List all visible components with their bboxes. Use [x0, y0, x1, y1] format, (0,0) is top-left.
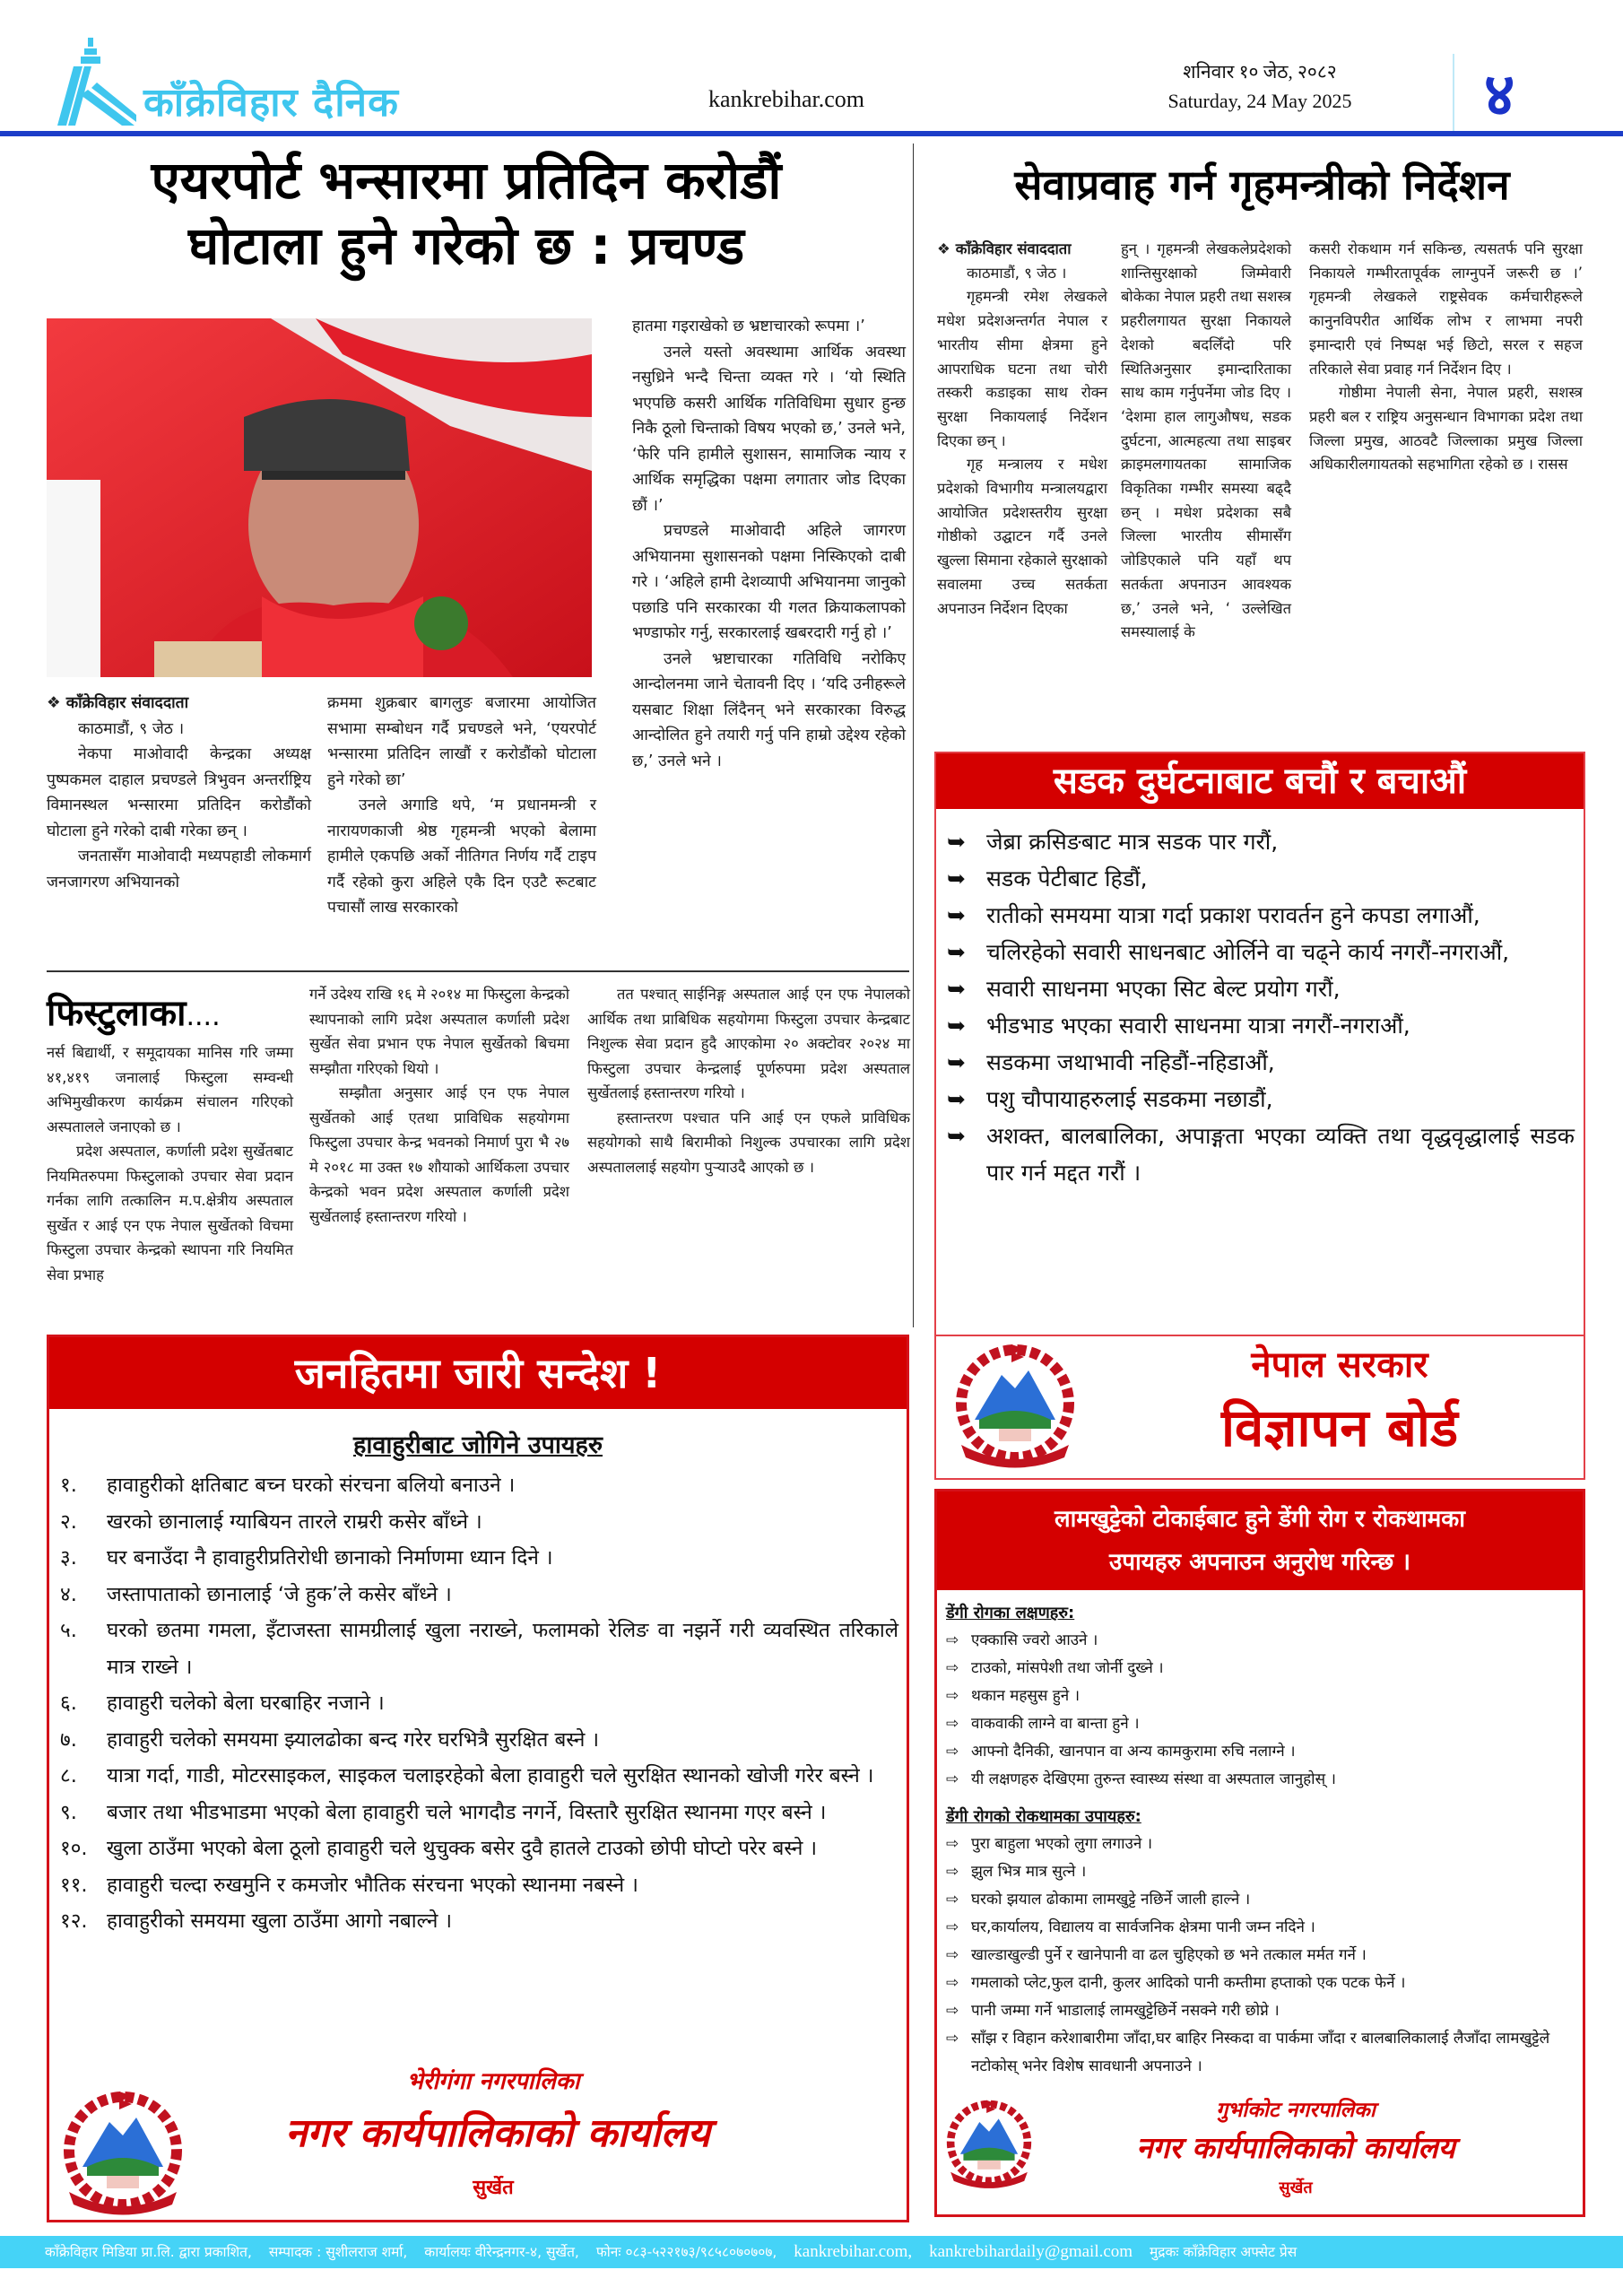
- item-text: हावाहुरी चल्दा रुखमुनि र कमजोर भौतिक संरचना भएको स्थानमा नबस्ने ।: [107, 1873, 638, 1897]
- paragraph: उनले अगाडि थपे, ‘म प्रधानमन्त्री र नारायणकाजी श्रेष्ठ गृहमन्त्री भएको बेलामा हामीले एकपछि अर्को नीतिगत निर्णय गर्दै टाइप गर्दै रहेको कुरा अहिले एकै दिन एउटै रूटबाट पचासौं लाख सरकारको: [327, 796, 596, 917]
- date-english: Saturday, 24 May 2025: [1167, 90, 1352, 112]
- paragraph: हस्तान्तरण पश्चात पनि आई एन एफले प्राविधिक सहयोगको साथै बिरामीको निशुल्क उपचारका लागि प्रदेश अस्पताललाई सहयोग पुर्‍याउदै आएको छ ।: [587, 1109, 910, 1176]
- item-text: सडकमा जथाभावी नहिडौं-नहिडाऔं,: [986, 1049, 1275, 1075]
- road-safety-item: [947, 1081, 1575, 1118]
- prevention-item: [946, 2025, 1574, 2081]
- symptoms-item: [946, 1683, 1574, 1710]
- main-headline-line1: एयरपोर्ट भन्सारमा प्रतिदिन करोडौं: [151, 150, 782, 211]
- hollow-arrow-icon: ⇨: [946, 1659, 959, 1677]
- right-story-headline[interactable]: सेवाप्रवाह गर्न गृहमन्त्रीको निर्देशन: [1014, 161, 1510, 209]
- right-arrow-icon: ➥: [947, 939, 966, 965]
- fistula-story-title[interactable]: फिस्टुलाका....: [47, 993, 221, 1034]
- nepal-emblem-icon: [952, 1338, 1078, 1474]
- symptoms-item: [946, 1655, 1574, 1683]
- site-url[interactable]: kankrebihar.com: [708, 86, 864, 112]
- item-number: ४.: [60, 1582, 77, 1606]
- dateline: काठमाडौं, ९ जेठ ।: [78, 719, 185, 738]
- windstorm-tip-item: [60, 1831, 898, 1867]
- municipal-office-name: नगर कार्यपालिकाको कार्यालय: [285, 2110, 710, 2156]
- right-arrow-icon: ➥: [947, 865, 966, 891]
- right-arrow-icon: ➥: [947, 976, 966, 1002]
- item-text: घरको झयाल ढोकामा लामखुट्टे नछिर्ने जाली हाल्ने ।: [971, 1891, 1251, 1909]
- footer-email[interactable]: kankrebihardaily@gmail.com: [929, 2242, 1133, 2261]
- symptoms-item: [946, 1710, 1574, 1738]
- item-text: वाकवाकी लाग्ने वा बान्ता हुने ।: [971, 1715, 1140, 1733]
- road-safety-item: [947, 970, 1575, 1007]
- paragraph: गृह मन्त्रालय र मधेश प्रदेशको विभागीय मन्त्रालयद्वारा आयोजित प्रदेशस्तरीय सुरक्षा गोष्ठीको उद्घाटन गर्दै उनले खुल्ला सिमाना रहेकाले सुरक्षाको सवालमा उच्च सतर्कता अपनाउन निर्देशन दिएका: [937, 456, 1107, 617]
- item-number: ११.: [60, 1873, 88, 1897]
- road-safety-item: [947, 934, 1575, 970]
- item-number: २.: [60, 1509, 77, 1534]
- hollow-arrow-icon: ⇨: [946, 1770, 959, 1788]
- windstorm-tip-item: [60, 1903, 898, 1940]
- date-nepali: शनिवार १० जेठ, २०८२: [1183, 61, 1337, 83]
- government-name: नेपाल सरकार: [1251, 1344, 1428, 1386]
- item-number: ५.: [60, 1619, 77, 1642]
- main-story-column-1: [47, 691, 311, 895]
- item-text: यात्रा गर्दा, गाडी, मोटरसाइकल, साइकल चलाइरहेको बेला हावाहुरी चले सुरक्षित स्थानको खोजी गरेर बस्ने ।: [107, 1764, 874, 1787]
- dengue-heading: लामखुट्टेको टोकाईबाट हुने डेंगी रोग र रोकथामका उपायहरु अपनाउन अनुरोध गरिन्छ ।: [937, 1492, 1583, 1590]
- ad-board-title: विज्ञापन बोर्ड: [1221, 1397, 1458, 1458]
- road-safety-item: [947, 897, 1575, 934]
- footer-imprint: [0, 2236, 1623, 2268]
- prevention-item: [946, 1886, 1574, 1914]
- diamond-bullet-icon: ❖: [47, 694, 61, 712]
- main-story-column-2: [327, 691, 596, 921]
- prevention-list: [946, 1831, 1574, 2081]
- item-text: हावाहुरी चलेको बेला घरबाहिर नजाने ।: [107, 1692, 385, 1715]
- paragraph: तत पश्चात् साईनिङ्ग अस्पताल आई एन एफ नेपालको आर्थिक तथा प्राबिधिक सहयोगमा फिस्टुला उपचार केन्द्रबाट निशुल्क सेवा प्रदान हुदै आएकोमा २० अक्टोवर २०२४ मा फिस्टुला उपचार केन्द्रलाई पूर्णरुपमा प्रदेश अस्पताल सुर्खेतलाई हस्तान्तरण गरियो ।: [587, 986, 910, 1101]
- hollow-arrow-icon: ⇨: [946, 1687, 959, 1705]
- item-text: हावाहुरी चलेको समयमा झ्यालढोका बन्द गरेर घरभित्रै सुरक्षित बस्ने ।: [107, 1727, 600, 1752]
- masthead: [0, 0, 1623, 135]
- windstorm-tip-item: [60, 1867, 898, 1904]
- windstorm-tip-item: [60, 1795, 898, 1831]
- page-number: ४: [1484, 59, 1515, 129]
- public-notice-subheading: हावाहुरीबाट जोगिने उपायहरु: [353, 1431, 603, 1459]
- windstorm-tip-item: [60, 1504, 898, 1541]
- right-story-column-3: [1309, 238, 1583, 477]
- windstorm-tip-item: [60, 1685, 898, 1722]
- paragraph: प्रचण्डले माओवादी अहिले जागरण अभियानमा सुशासनको पक्षमा निस्किएको दाबी गरे । ‘अहिले हामी देशव्यापी अभियानमा जानुको पछाडि पनि सरकारका यी गलत क्रियाकलापको भण्डाफोर गर्नु, सरकारलाई खबरदारी गर्नु हो ।’: [632, 522, 906, 642]
- dateline: काठमाडौं, ९ जेठ ।: [967, 264, 1067, 282]
- paragraph: उनले भ्रष्टाचारका गतिविधि नरोकिए आन्दोलनमा जाने चेतावनी दिए । ‘यदि उनीहरूले यसबाट शिक्षा लिंदैनन् भने सरकारका विरुद्ध आन्दोलित हुने तयारी गर्नु पनि हाम्रो उद्देश्य रहेको छ,’ उनले भने ।: [632, 649, 906, 770]
- right-arrow-icon: ➥: [947, 829, 966, 855]
- diamond-bullet-icon: ❖: [937, 240, 950, 257]
- prevention-title: डेंगी रोगको रोकथामका उपायहरु:: [946, 1807, 1141, 1826]
- item-text: जेब्रा क्रसिङबाट मात्र सडक पार गरौं,: [986, 829, 1279, 855]
- footer-printer: मुद्रकः काँक्रेविहार अफ्सेट प्रेस: [1150, 2244, 1298, 2260]
- paragraph: क्रममा शुक्रबार बागलुङ बजारमा आयोजित सभामा सम्बोधन गर्दै प्रचण्डले भने, ‘एयरपोर्ट भन्सारमा प्रतिदिन लाखौं र करोडौंको घोटाला हुने गरेको छा’: [327, 694, 596, 789]
- item-text: पुरा बाहुला भएको लुगा लगाउने ।: [971, 1835, 1153, 1853]
- right-arrow-icon: ➥: [947, 1049, 966, 1075]
- item-text: गमलाको प्लेट,फुल दानी, कुलर आदिको पानी कम्तीमा हप्ताको एक पटक फेर्ने ।: [971, 1974, 1406, 1992]
- windstorm-tip-item: [60, 1577, 898, 1613]
- fistula-column-1: [47, 1040, 293, 1287]
- byline: ❖ काँक्रेविहार संवाददाता: [937, 240, 1072, 257]
- paragraph: नेकपा माओवादी केन्द्रका अध्यक्ष पुष्पकमल दाहाल प्रचण्डले त्रिभुवन अन्तर्राष्ट्रिय विमानस्थल भन्सारमा प्रतिदिन करोडौंको घोटाला हुने गरेको दाबी गरेका छन् ।: [47, 745, 311, 840]
- road-safety-heading: सडक दुर्घटनाबाट बचौं र बचाऔं: [936, 753, 1584, 809]
- page-number-frame: [1453, 54, 1585, 136]
- item-number: ७.: [60, 1727, 77, 1752]
- item-number: ३.: [60, 1546, 77, 1570]
- hollow-arrow-icon: ⇨: [946, 1918, 959, 1936]
- road-safety-item: [947, 823, 1575, 860]
- item-text: बजार तथा भीडभाडमा भएको बेला हावाहुरी चले भागदौड नगर्ने, विस्तारै सुरक्षित स्थानमा गएर बस्ने ।: [107, 1800, 827, 1824]
- title-ellipsis: ....: [186, 1001, 221, 1032]
- windstorm-tip-item: [60, 1758, 898, 1795]
- item-number: ६.: [60, 1692, 77, 1715]
- item-text: सडक पेटीबाट हिडौं,: [986, 865, 1148, 891]
- footer-editor: सम्पादक : सुशीलराज शर्मा,: [268, 2244, 408, 2260]
- paragraph: गृहमन्त्री रमेश लेखकले मधेश प्रदेशअन्तर्गत नेपाल र भारतीय सीमा क्षेत्रमा हुने आपराधिक घटना तथा चोरी तस्करी कडाइका साथ रोक्न सुरक्षा निकायलाई निर्देशन दिएका छन् ।: [937, 288, 1107, 449]
- office-location: सुर्खेत: [1279, 2179, 1313, 2197]
- hollow-arrow-icon: ⇨: [946, 1946, 959, 1964]
- item-number: १२.: [60, 1909, 88, 1933]
- prevention-item: [946, 1914, 1574, 1942]
- paragraph: कसरी रोकथाम गर्न सकिन्छ, त्यसतर्फ पनि सुरक्षा निकायले गम्भीरतापूर्वक लाग्नुपर्ने जरूरी छ ।’ गृहमन्त्री लेखकले राष्ट्रसेवक कर्मचारीहरूले कानुनविपरीत आर्थिक लोभ र लाभमा नपरी इमान्दारी एवं निष्पक्ष भई छिटो, सरल र सहज तरिकाले सेवा प्रवाह गर्न निर्देशन दिए ।: [1309, 240, 1583, 378]
- section-divider: [47, 970, 909, 972]
- windstorm-tip-item: [60, 1613, 898, 1685]
- main-story-column-3: [632, 314, 906, 774]
- hollow-arrow-icon: ⇨: [946, 1743, 959, 1761]
- symptoms-item: [946, 1627, 1574, 1655]
- main-headline-line2: घोटाला हुने गरेको छ : प्रचण्ड: [187, 214, 745, 276]
- main-headline[interactable]: [45, 148, 888, 278]
- item-text: घरको छतमा गमला, इँटाजस्ता सामग्रीलाई खुला नराख्ने, फलामको रेलिङ वा नझर्ने गरी व्यवस्थित तरिकाले मात्र राख्ने ।: [107, 1619, 898, 1679]
- item-text: खरको छानालाई ग्याबियन तारले राम्ररी कसेर बाँध्ने ।: [107, 1509, 482, 1534]
- item-number: १०.: [60, 1837, 88, 1860]
- newspaper-logo-text: काँक्रेविहार दैनिक: [143, 80, 399, 126]
- municipality-name: भेरीगंगा नगरपालिका: [406, 2068, 580, 2095]
- right-arrow-icon: ➥: [947, 1013, 966, 1039]
- road-safety-item: [947, 1118, 1575, 1191]
- hollow-arrow-icon: ⇨: [946, 2030, 959, 2048]
- paragraph: हातमा गइराखेको छ भ्रष्टाचारको रूपमा ।’: [632, 317, 865, 335]
- windstorm-tips-list: [60, 1467, 898, 1940]
- item-text: पानी जम्मा गर्ने भाडालाई लामखुट्टेछिर्ने नसक्ने गरी छोप्ने ।: [971, 2002, 1280, 2020]
- dengue-body: [946, 1599, 1574, 2081]
- item-text: झुल भित्र मात्र सुत्ने ।: [971, 1863, 1087, 1881]
- item-text: अशक्त, बालबालिका, अपाङ्गता भएका व्यक्ति तथा वृद्धवृद्धालाई सडक पार गर्न मद्दत गरौं ।: [986, 1123, 1575, 1186]
- byline: ❖ काँक्रेविहार संवाददाता: [47, 694, 189, 712]
- item-text: यी लक्षणहरु देखिएमा तुरुन्त स्वास्थ्य संस्था वा अस्पताल जानुहोस् ।: [971, 1770, 1336, 1788]
- item-text: भीडभाड भएका सवारी साधनमा यात्रा नगरौं-नगराऔं,: [986, 1013, 1410, 1039]
- windstorm-tip-item: [60, 1722, 898, 1759]
- hollow-arrow-icon: ⇨: [946, 1974, 959, 1992]
- footer-publisher: काँक्रेविहार मिडिया प्रा.लि. द्वारा प्रकाशित,: [45, 2244, 252, 2260]
- item-text: पशु चौपायाहरुलाई सडकमा नछाडौं,: [986, 1086, 1273, 1112]
- paragraph: गर्ने उदेश्य राखि १६ मे २०१४ मा फिस्टुला केन्द्रको स्थापनाको लागि प्रदेश अस्पताल कर्णाली प्रदेश सुर्खेत सेवा प्रभान एफ नेपाल सुर्खेतको बिचमा सम्झौता गरिएको थियो ।: [309, 986, 569, 1077]
- paragraph: हुन् । गृहमन्त्री लेखकलेप्रदेशको शान्तिसुरक्षाको जिम्मेवारी बोकेका नेपाल प्रहरी तथा सशस्त्र प्रहरीलगायत सुरक्षा निकायले देशको बदलिँदो परि स्थितिअनुसार इमान्दारिताका साथ काम गर्नुपर्नेमा जोड दिए । ‘देशमा हाल लागुऔषध, सडक दुर्घटना, आत्महत्या तथा साइबर क्राइमलगायतका सामाजिक विकृतिका गम्भीर समस्या बढ्दै छन् । मधेश प्रदेशका सबै जिल्ला भारतीय सीमासँग जोडिएकाले पनि यहाँ थप सतर्कता अपनाउन आवश्यक छ,’ उनले भने, ‘ उल्लेखित समस्यालाई के: [1121, 240, 1291, 641]
- municipality-name: गुर्भाकोट नगरपालिका: [1216, 2099, 1376, 2122]
- municipal-office-name: नगर कार्यपालिकाको कार्यालय: [1136, 2130, 1455, 2165]
- hollow-arrow-icon: ⇨: [946, 2002, 959, 2020]
- footer-phone: फोनः ०८३-५२२१७३/९८५८०७०७०७,: [595, 2244, 777, 2260]
- story-photo: [47, 318, 592, 677]
- item-text: घर,कार्यालय, विद्यालय वा सार्वजनिक क्षेत्रमा पानी जम्न नदिने ।: [971, 1918, 1315, 1936]
- symptoms-list: [946, 1627, 1574, 1794]
- prevention-item: [946, 1831, 1574, 1858]
- item-text: खुला ठाउँमा भएको बेला ठूलो हावाहुरी चले थुचुक्क बसेर दुवै हातले टाउको छोपी घोप्टो परेर बस्ने ।: [107, 1837, 818, 1860]
- right-arrow-icon: ➥: [947, 902, 966, 928]
- hollow-arrow-icon: ⇨: [946, 1835, 959, 1853]
- item-text: टाउको, मांसपेशी तथा जोर्नी दुख्ने ।: [971, 1659, 1164, 1677]
- road-safety-ad: [934, 752, 1585, 1336]
- hollow-arrow-icon: ⇨: [946, 1891, 959, 1909]
- logo-stupa-icon: [56, 36, 136, 127]
- public-notice-heading: जनहितमा जारी सन्देश !: [49, 1337, 907, 1409]
- footer-website[interactable]: kankrebihar.com,: [794, 2242, 913, 2261]
- symptoms-title: डेंगी रोगका लक्षणहरु:: [946, 1604, 1075, 1622]
- hollow-arrow-icon: ⇨: [946, 1715, 959, 1733]
- prevention-item: [946, 1858, 1574, 1886]
- item-text: जस्तापाताको छानालाई ‘जे हुक’ले कसेर बाँध्ने ।: [107, 1582, 452, 1606]
- hollow-arrow-icon: ⇨: [946, 1863, 959, 1881]
- item-text: हावाहुरीको समयमा खुला ठाउँमा आगो नबाल्ने ।: [107, 1909, 453, 1933]
- right-story-column-2: [1121, 238, 1291, 645]
- symptoms-item: [946, 1738, 1574, 1766]
- fistula-column-2: [309, 982, 569, 1229]
- item-text: घर बनाउँदा नै हावाहुरीप्रतिरोधी छानाको निर्माणमा ध्यान दिने ।: [107, 1546, 553, 1570]
- paragraph: नर्स बिद्यार्थी, र समूदायका मानिस गरि जम्मा ४१,४१९ जनालाई फिस्टुला सम्वन्धी अभिमुखीकरण कार्यक्रम संचालन गरिएको अस्पतालले जनाएको छ ।: [47, 1044, 293, 1135]
- item-text: खाल्डाखुल्डी पुर्ने र खानेपानी वा ढल चुहिएको छ भने तत्काल मर्मत गर्ने ।: [971, 1946, 1367, 1964]
- item-text: साँझ र विहान करेशाबारीमा जाँदा,घर बाहिर निस्कदा वा पार्कमा जाँदा र बालबालिकालाई लैजाँदा लामखुट्टेले नटोकोस् भनेर विशेष सावधानी अपनाउने ।: [971, 2030, 1550, 2075]
- right-arrow-icon: ➥: [947, 1086, 966, 1112]
- right-arrow-icon: ➥: [947, 1123, 966, 1149]
- road-safety-list: [947, 823, 1575, 1191]
- office-location: सुर्खेत: [473, 2177, 514, 2199]
- road-safety-item: [947, 1007, 1575, 1044]
- paragraph: उनले यस्तो अवस्थामा आर्थिक अवस्था नसुध्रिने भन्दै चिन्ता व्यक्त गरे । ‘यो स्थिति भएपछि कसरी आर्थिक गतिविधिमा सुधार हुन्छ निकै ठूलो चिन्ताको विषय भएको छ,’ उनले भने, ‘फेरि पनि हामीले सुशासन, सामाजिक न्याय र आर्थिक समृद्धिका पक्षमा लगातार जोड दिएका छौं ।’: [632, 343, 906, 515]
- symptoms-item: [946, 1766, 1574, 1794]
- right-story-column-1: [937, 238, 1107, 621]
- item-number: ८.: [60, 1764, 77, 1787]
- item-text: एक्कासि ज्वरो आउने ।: [971, 1631, 1098, 1649]
- prevention-item: [946, 1997, 1574, 2025]
- windstorm-tip-item: [60, 1467, 898, 1504]
- paragraph: प्रदेश अस्पताल, कर्णाली प्रदेश सुर्खेतबाट नियमितरुपमा फिस्टुलाको उपचार सेवा प्रदान गर्नका लागि तत्कालिन म.प.क्षेत्रीय अस्पताल सुर्खेत र आई एन एफ नेपाल सुर्खेतको विचमा फिस्टुला उपचार केन्द्रको स्थापना गरि नियमित सेवा प्रभाह: [47, 1143, 293, 1283]
- paragraph: सम्झौता अनुसार आई एन एफ नेपाल सुर्खेतको आई एतथा प्राविधिक सहयोगमा फिस्टुला उपचार केन्द्र भवनको निमार्ण पुरा भै २७ मे २०१८ मा उक्त १७ शौयाको आर्थिकला उपचार केन्द्रको भवन प्रदेश अस्पताल कर्णाली प्रदेश सुर्खेतलाई हस्तान्तरण गरियो ।: [309, 1084, 569, 1225]
- photo-speaker-image: [47, 318, 592, 677]
- column-divider: [913, 144, 914, 1327]
- road-safety-item: [947, 860, 1575, 897]
- item-number: १.: [60, 1474, 77, 1497]
- item-text: सवारी साधनमा भएका सिट बेल्ट प्रयोग गरौं,: [986, 976, 1341, 1002]
- fistula-column-3: [587, 982, 910, 1179]
- dengue-awareness-ad: [934, 1489, 1585, 2217]
- footer-office: कार्यालयः वीरेन्द्रनगर-४, सुर्खेत,: [424, 2244, 579, 2260]
- public-notice-ad: [47, 1335, 909, 2222]
- ad-board-banner: [934, 1335, 1585, 1480]
- prevention-item: [946, 1942, 1574, 1970]
- masthead-rule: [0, 131, 1623, 136]
- hollow-arrow-icon: ⇨: [946, 1631, 959, 1649]
- paragraph: गोष्ठीमा नेपाली सेना, नेपाल प्रहरी, सशस्त्र प्रहरी बल र राष्ट्रिय अनुसन्धान विभागका प्रदेश तथा जिल्ला प्रमुख, आठवटै जिल्लाका प्रमुख जिल्ला अधिकारीलगायतको सहभागिता रहेको छ । रासस: [1309, 384, 1583, 474]
- item-text: चलिरहेको सवारी साधनबाट ओर्लिने वा चढ्ने कार्य नगरौं-नगराऔं,: [986, 939, 1510, 965]
- item-text: आफ्नो दैनिकी, खानपान वा अन्य कामकुरामा रुचि नलाग्ने ।: [971, 1743, 1296, 1761]
- item-number: ९.: [60, 1800, 77, 1824]
- prevention-item: [946, 1970, 1574, 1997]
- paragraph: जनतासँग माओवादी मध्यपहाडी लोकमार्ग जनजागरण अभियानको: [47, 848, 311, 891]
- nepal-emblem-icon: [944, 2094, 1034, 2195]
- item-text: रातीको समयमा यात्रा गर्दा प्रकाश परावर्तन हुने कपडा लगाऔं,: [986, 902, 1480, 928]
- road-safety-item: [947, 1044, 1575, 1081]
- nepal-emblem-icon: [60, 2086, 186, 2221]
- windstorm-tip-item: [60, 1540, 898, 1577]
- item-text: हावाहुरीको क्षतिबाट बच्न घरको संरचना बलियो बनाउने ।: [107, 1474, 516, 1497]
- item-text: थकान महसुस हुने ।: [971, 1687, 1081, 1705]
